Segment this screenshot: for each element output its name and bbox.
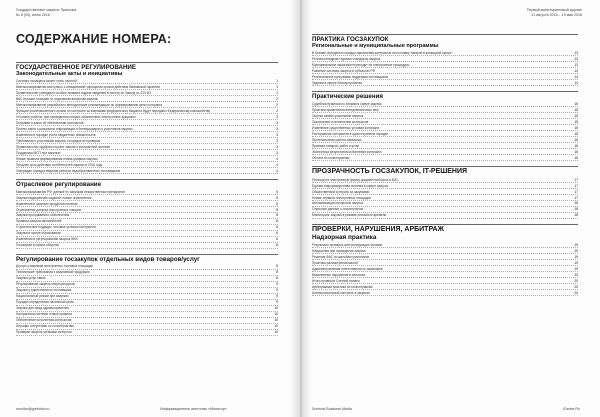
contents-section [16,254,278,336]
item-page-number: 5 [276,189,278,194]
section-item-list [312,50,578,86]
item-text: Минэкономразвития РФ: данные по закупкам лекарственных препаратов [16,189,125,194]
item-page-number: 10 [274,312,278,317]
item-page-number: 19 [574,254,578,259]
item-text: Функции уполномоченного органа по контролю за закупками федерального бюджета будут переданы Федеральному казначейству [16,108,211,113]
item-page-number: 10 [274,330,278,335]
section-subtitle: Законодательные акты и инициативы [16,71,123,77]
item-text: Региональные программы поддержки поставщиков [312,74,388,79]
item-text: Результаты проверок контролирующих органов [312,242,382,247]
left-contents-column [16,62,278,336]
item-page-number: 17 [574,177,578,182]
item-page-number: 20 [574,278,578,283]
item-page-number: 8 [276,276,278,281]
item-page-number: 17 [574,183,578,188]
item-page-number: 9 [276,300,278,305]
item-text: Закупки в сфере образования [16,231,61,236]
section-title: ПРАКТИКА ГОСЗАКУПОК [312,34,578,43]
item-text: Итоги проверок Счетной палаты [312,278,360,283]
item-page-number: 8 [276,270,278,275]
item-page-number: 15 [574,119,578,124]
item-page-number: 3 [276,144,278,149]
item-text: Переход на электронную форму документооборота в ЕИС [312,177,399,182]
item-page-number: 3 [276,114,278,119]
item-text: Уточнены работы, при проведении которых обязательны электронные аукционы [16,114,136,119]
section-title: ПРОВЕРКИ, НАРУШЕНИЯ, АРБИТРАЖ [312,224,578,234]
item-page-number: 1 [276,84,278,89]
item-text: Практика применения антидемпинговых мер [312,107,379,112]
right-footer-site: iCenter.Ru [563,407,580,411]
section-title: Регулирование госзакупок отдельных видов товаров/услуг [16,254,278,263]
item-text: Закупки медицинских изделий: новые ограничения [16,195,92,200]
item-text: Изменения в закупках продуктов питания [16,201,78,206]
item-page-number: 3 [276,150,278,155]
item-page-number: 16 [574,149,578,154]
item-text: Судебная практика по спорам в сфере закупок [312,101,382,106]
section-item-list [312,242,578,296]
item-page-number: 6 [276,225,278,230]
item-text: Изменения в порядке учета бюджетных обязательств [16,132,96,137]
item-page-number: 15 [574,131,578,136]
item-page-number: 5 [276,201,278,206]
item-text: Проверки закупок органами контроля [16,330,72,335]
contents-item [312,155,578,161]
contents-section [312,91,578,161]
contents-title: СОДЕРЖАНИЕ НОМЕРА: [16,32,172,46]
item-page-number: 9 [276,294,278,299]
section-subtitle: Региональные и муниципальные программы [312,43,439,49]
item-page-number: 6 [276,231,278,236]
contents-section [16,62,278,174]
item-text: Госзакупки в сфере обороны [16,243,59,248]
item-page-number: 15 [574,125,578,130]
section-item-list [16,189,278,249]
item-page-number: 1 [276,78,278,83]
item-text: Заключение и исполнение контрактов [312,119,369,124]
item-page-number: 5 [276,195,278,200]
item-page-number: 3 [276,132,278,137]
item-text: Экспертиза результатов исполнения контракта [312,149,382,154]
item-text: Требования к участникам закупок и порядок их проверки [16,138,101,143]
item-text: Открытые данные о госконтрактах [312,207,364,212]
contents-item [16,330,278,336]
item-page-number: 8 [276,264,278,269]
item-page-number: 4 [276,156,278,161]
item-text: Закупки услуг связи [16,276,46,281]
item-page-number: 19 [574,266,578,271]
item-text: Расторжение контрактов в одностороннем порядке [312,131,389,136]
item-page-number: 15 [574,101,578,106]
section-title: Практические решения [312,91,578,100]
item-text: Система госзакупок может стать частной [16,78,77,83]
item-page-number: 6 [276,213,278,218]
right-header-line: 31 августа 2016 – 19 мая 2016 [531,12,582,17]
item-text: Изменение существенных условий контракта [312,125,380,130]
contents-item [312,290,578,296]
section-title: ПРОЗРАЧНОСТЬ ГОСЗАКУПОК, IT-РЕШЕНИЯ [312,166,578,176]
item-text: Муниципальные заказчики переходят на электронные процедуры [312,62,410,67]
item-text: Минэкономразвития разработало методические рекомендации по формированию цены контракта [16,102,163,107]
item-text: Претензионная работа заказчика [312,137,362,142]
item-text: Правила закупок автомобилей [16,219,62,224]
item-text: Порядок определения начальной цены [16,300,74,305]
left-header-line: Государственные закупки: Практика [16,8,77,12]
item-text: Арбитражная практика по госконтрактам [312,284,373,289]
contents-item [312,80,578,86]
item-page-number: 6 [276,243,278,248]
item-text: Национальный режим при закупках [16,294,69,299]
item-page-number: 16 [574,155,578,160]
section-title: ГОСУДАРСТВЕННОЕ РЕГУЛИРОВАНИЕ [16,62,278,71]
item-text: Обеспечение исполнения контрактов [16,318,72,323]
item-page-number: 19 [574,248,578,253]
item-text: Принят закон о раскрытии информации о бенефициарах у участников закупок [16,126,133,131]
left-page [0,0,298,417]
item-text: Поправки в закон об обеспечении контрактов [16,120,84,125]
item-page-number: 3 [276,138,278,143]
item-page-number: 10 [274,324,278,329]
contents-item [16,168,278,174]
item-page-number: 14 [574,68,578,73]
item-page-number: 18 [574,201,578,206]
item-page-number: 19 [574,260,578,265]
right-header [527,8,582,17]
item-text: Закупки для нужд здравоохранения [16,306,70,311]
item-text: Оценка заявок участников закупок [312,113,364,118]
right-header-line: Первый мониторинговый журнал [526,8,582,12]
item-page-number: 6 [276,237,278,242]
item-text: Контрактная система: новые правила [16,312,72,317]
item-text: Антимонопольный контроль в закупках [312,290,370,295]
item-text: ВАС изложит позицию по отдельным вопросам закупок [16,96,98,101]
contents-section [16,179,278,249]
item-text: Автоматизация процессов закупок [312,201,364,206]
left-header [16,8,76,17]
page-gutter-shadow [290,0,312,417]
item-page-number: 18 [574,213,578,218]
left-header-line: № 8 (93), июль 2016 [16,12,50,17]
contents-item [16,243,278,249]
item-page-number: 13 [574,50,578,55]
item-text: Развитие системы закупок в субъектах РФ [312,68,376,73]
item-text: Приемка товаров, работ и услуг [312,143,360,148]
item-page-number: 2 [276,96,278,101]
item-page-number: 17 [574,195,578,200]
item-page-number: 2 [276,108,278,113]
item-text: В Москве определен порядок заключения контрактов на поставку товаров в жилищной сфере [312,50,452,55]
item-text: Административная ответственность заказчиков [312,266,383,271]
item-text: Строительные подряды: типовые условия контрактов [16,225,96,230]
item-text: Практика рассмотрения жалоб [312,260,358,265]
item-page-number: 1 [276,90,278,95]
item-text: Новые сервисы электронных площадок [312,195,371,200]
contents-section [312,34,578,86]
item-text: Выявленные нарушения в регионах [312,272,366,277]
section-item-list [16,264,278,336]
right-contents-column [312,34,578,296]
item-page-number: 13 [574,56,578,61]
item-page-number: 16 [574,143,578,148]
item-page-number: 4 [276,162,278,167]
item-page-number: 16 [574,137,578,142]
item-text: Решения ФАС по жалобам участников [312,254,369,259]
item-page-number: 5 [276,207,278,212]
item-text: Единая информационная система в сфере закупок [312,183,389,188]
section-title: Отраслевое регулирование [16,179,278,188]
item-text: Закупки программного обеспечения [16,213,70,218]
item-page-number: 20 [574,272,578,277]
item-text: Общественный контроль за закупками [312,189,370,194]
item-text: Изменения в регулировании закупок ЖКХ [16,237,78,242]
item-page-number: 3 [276,126,278,131]
item-page-number: 14 [574,80,578,85]
item-text: Минэкономразвития выступило с инициативой упрощения сроков действия банковской гарантии [16,84,160,89]
item-text: Поддержка МСП при закупках [16,150,61,155]
item-page-number: 19 [574,242,578,247]
item-page-number: 9 [276,288,278,293]
item-page-number: 20 [574,290,578,295]
item-text: Ограничение допуска иностранных товаров [16,207,82,212]
item-text: Закупки в сфере благоустройства [312,80,363,85]
item-page-number: 9 [276,282,278,287]
item-page-number: 3 [276,120,278,125]
contents-item [312,213,578,219]
item-text: Продлен срок действия особенностей закупок в 2016 году [16,162,103,167]
left-footer-publisher: Информационное агентство «Монитор» [160,407,227,411]
item-page-number: 13 [574,62,578,67]
left-footer-email: monitor@grebotov.ru [16,407,50,411]
item-page-number: 15 [574,113,578,118]
item-text: Правительство одобрило проект закона о контрактной системе [16,144,111,149]
section-subtitle: Надзорная практика [312,234,377,242]
item-text: Регулирование закупок энергоресурсов [16,282,75,287]
item-text: Оплата по госконтрактам [312,155,350,160]
item-text: Доступ к закупкам электронных торговых площадок [16,264,93,269]
item-page-number: 6 [276,219,278,224]
section-item-list [16,78,278,174]
section-item-list [312,101,578,161]
item-text: Мониторинг закупок в режиме реального времени [312,213,387,218]
item-page-number: 20 [574,284,578,289]
item-page-number: 18 [574,207,578,212]
item-page-number: 15 [574,107,578,112]
item-text: Правительство утвердило особые правила подачи сведений в реестр по Закону № 223-ФЗ [16,90,152,95]
contents-section [312,224,578,296]
item-text: Регионы внедряют единые стандарты закупок [312,56,381,61]
section-item-list [312,177,578,219]
item-text: Технические требования к закупаемой продукции [16,270,90,275]
contents-section [312,166,578,219]
right-page [302,0,600,417]
item-page-number: 2 [276,102,278,107]
item-text: Новые правила формирования плана-графика закупок [16,156,98,161]
item-page-number: 10 [274,306,278,311]
item-text: Закупки у единственного поставщика [16,288,72,293]
right-footer-media: Sreborki Business Media [312,407,352,411]
item-page-number: 10 [274,318,278,323]
item-text: Утвержден порядок ведения реестра недобросовестных поставщиков [16,168,121,173]
item-page-number: 14 [574,74,578,79]
item-page-number: 17 [574,189,578,194]
item-text: Штрафы и неустойки по госконтрактам [16,324,74,329]
item-page-number: 4 [276,168,278,173]
item-text: Нарушения при проведении закупок [312,248,366,253]
